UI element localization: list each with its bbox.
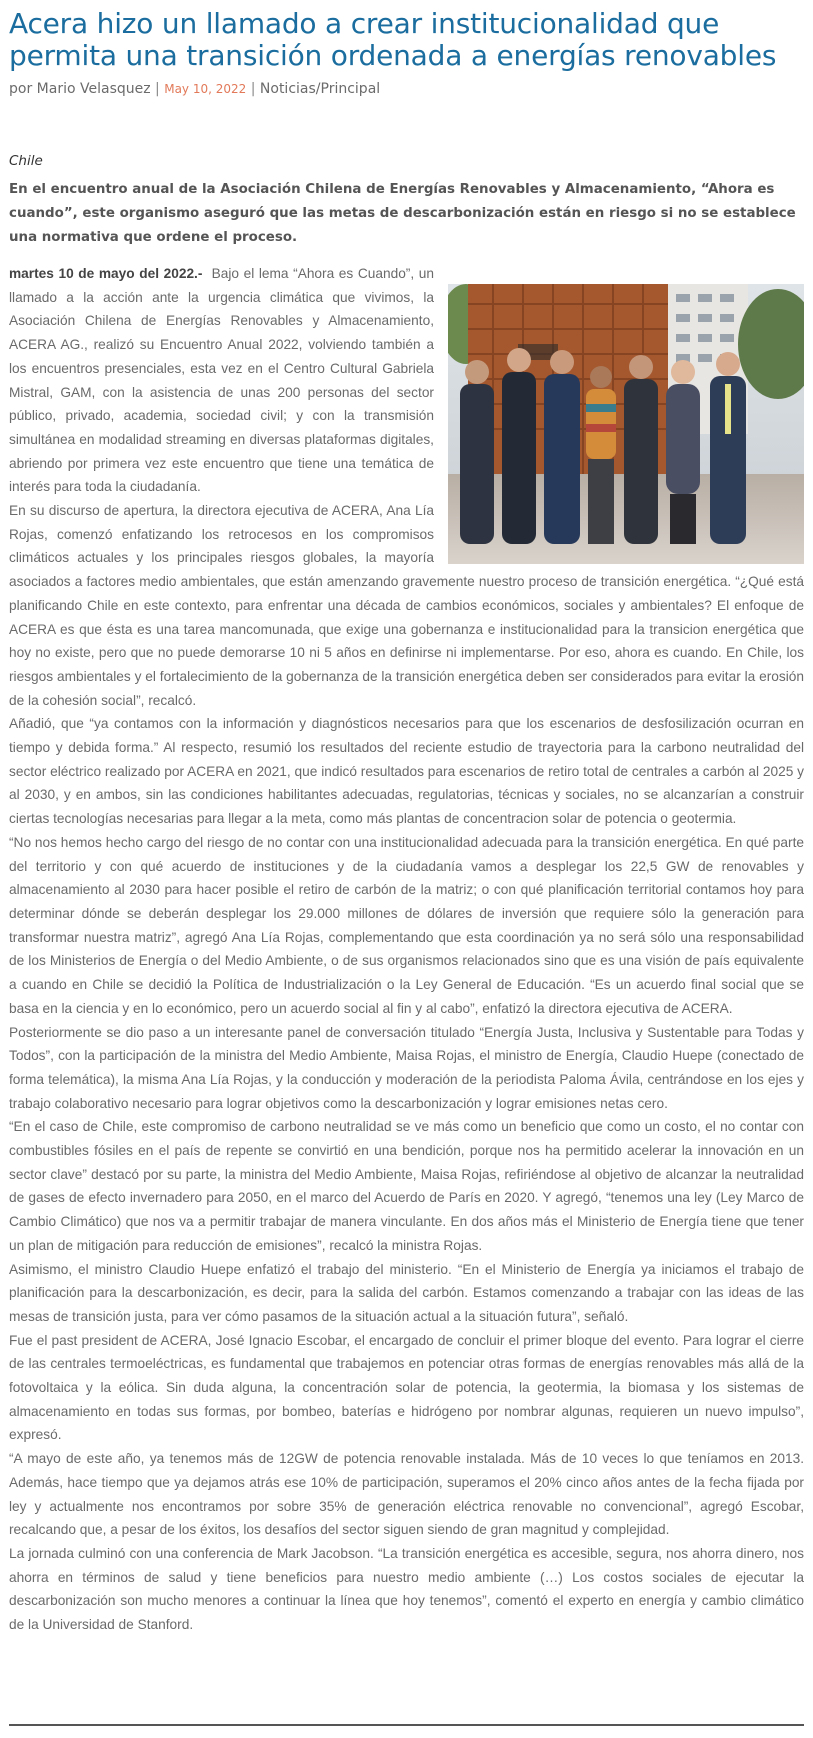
paragraph-5: Posteriormente se dio paso a un interesante panel de conversación titulado “Energía Justa, Inclusiva y Sustentable para Todas y Todos”, con la participación de la ministra del Medio Ambiente, Maisa Rojas, el ministro de Energía, Claudio Huepe (conectado de forma telemática), la misma Ana Lía Rojas, y la conducción y moderación de la periodista Paloma Ávila, centrándose en los ejes y trabajo colaborativo necesario para lograr objetivos como la descarbonización y lograr emisiones netas cero. <box>9 1024 804 1111</box>
byline <box>9 81 380 97</box>
paragraph-10: La jornada culminó con una conferencia de Mark Jacobson. “La transición energética es accesible, segura, nos ahorra dinero, nos ahorra en términos de salud y tiene beneficios para nuestro medio ambiente (…) Los costos sociales de ejecutar la descarbonización son mucho menores a continuar la línea que hoy tenemos”, comentó el experto en energía y cambio climático de la Universidad de Stanford. <box>9 1545 804 1633</box>
article-body <box>9 262 804 1637</box>
post-date: May 10, 2022 <box>164 82 247 96</box>
byline-prefix: por <box>9 81 33 97</box>
paragraph-3: Añadió, que “ya contamos con la información y diagnósticos necesarios para que los escenarios de desfosilización ocurran en tiempo y debida forma.” Al respecto, resumió los resultados del reciente estudio de trayectoria para la carbono neutralidad del sector eléctrico realizado por ACERA en 2021, que indicó resultados para escenarios de retiro total de centrales a carbón al 2025 y al 2030, y en ambos, sin las condiciones habilitantes adecuadas, regulatorias, técnicas y sociales, no se alcanzarían a construir ciertas tecnologías necesarias para llegar a la meta, como más plantas de concentracion solar de potencia o geotermia. <box>9 716 804 827</box>
paragraph-7: Asimismo, el ministro Claudio Huepe enfatizó el trabajo del ministerio. “En el Ministerio de Energía ya iniciamos el trabajo de planificación para la descarbonización, es decir, para la salida del carbón. Estamos comenzando a trabajar con las ideas de las mesas de transición justa, para ver cómo pasamos de la situación actual a la situación futura”, señaló. <box>9 1261 804 1324</box>
divider: | <box>250 81 256 97</box>
paragraph-1-text: Bajo el lema “Ahora es Cuando”, un llamado a la acción ante la urgencia climática que vivimos, la Asociación Chilena de Energías Renovables y Almacenamiento, ACERA AG., realizó su Encuentro Anual 2022, volviendo también a los encuentros presenciales, esta vez en el Centro Cultural Gabriela Mistral, GAM, con la asistencia de unas 200 personas del sector público, privado, academia, sociedad civil; y con la transmisión simultánea en modalidad streaming en diversas plataformas digitales, abriendo por primera vez este encuentro que tiene una temática de interés para toda la ciudadanía. <box>9 266 434 495</box>
paragraph-9: “A mayo de este año, ya tenemos más de 12GW de potencia renovable instalada. Más de 10 veces lo que teníamos en 2013. Además, hace tiempo que ya dejamos atrás ese 10% de participación, superamos el 20% cinco años antes de la fecha fijada por ley y actualmente nos encontramos por sobre 35% de generación eléctrica renovable no convencional”, agregó Escobar, recalcando que, a pesar de los éxitos, los desafíos del sector siguen siendo de gran magnitud y complejidad. <box>9 1451 804 1538</box>
divider: | <box>155 81 160 97</box>
dateline: martes 10 de mayo del 2022.- <box>9 266 203 281</box>
category-link[interactable]: Noticias/Principal <box>259 81 381 97</box>
article-lead: En el encuentro anual de la Asociación Chilena de Energías Renovables y Almacenamiento, “Ahora es cuando”, este organismo aseguró que las metas de descarbonización están en riesgo si no se establece una normativa que ordene el proceso. <box>9 182 796 245</box>
paragraph-8: Fue el past president de ACERA, José Ignacio Escobar, el encargado de concluir el primer bloque del evento. Para lograr el cierre de las centrales termoeléctricas, es fundamental que trabajemos en potenciar otras formas de energías renovables más allá de la fotovoltaica y la eólica. Sin duda alguna, la concentración solar de potencia, la geotermia, la biomasa y los sistemas de almacenamiento en todas sus formas, por bombeo, baterías e hidrógeno por nombrar algunas, requieren un nuevo impulso”, expresó. <box>9 1332 804 1443</box>
paragraph-4: “No nos hemos hecho cargo del riesgo de no contar con una institucionalidad adecuada para la transición energética. En qué parte del territorio y con qué acuerdo de instituciones y de la ciudadanía vamos a desplegar los 22,5 GW de renovables y almacenamiento al 2030 para hacer posible el retiro de carbón de la matriz; o con qué planificación territorial contamos hoy para determinar dónde se deberán desplegar los 29.000 millones de dólares de inversión que requiere sólo la generación para transformar nuestra matriz”, agregó Ana Lía Rojas, complementando que esta coordinación ya no será sólo una responsabilidad de los Ministerios de Energía o del Medio Ambiente, o de sus organismos relacionados sino que es una visión de país equivalente a cuando en Chile se decidió la Política de Industrialización o la Ley General de Educación. “Es un acuerdo final social que se basa en la ciencia y en lo económico, pero un acuerdo social al fin y al cabo”, enfatizó la directora ejecutiva de ACERA. <box>9 834 804 1016</box>
country-label: Chile <box>9 153 43 169</box>
event-photo <box>448 284 804 564</box>
paragraph-6: “En el caso de Chile, este compromiso de carbono neutralidad se ve más como un beneficio que como un costo, el no contar con combustibles fósiles en el país de repente se convirtió en una bendición, porque nos ha permitido acelerar la innovación en un sector clave” destacó por su parte, la ministra del Medio Ambiente, Maisa Rojas, refiriéndose al objetivo de alcanzar la neutralidad de gases de efecto invernadero para 2050, en el marco del Acuerdo de París en 2020. Y agregó, “tenemos una ley (Ley Marco de Cambio Climático) que nos va a permitir trabajar de manera vinculante. En dos años más el Ministerio de Energía tiene que tener un plan de mitigación para reducción de emisiones”, recalcó la ministra Rojas. <box>9 1119 804 1253</box>
article-title: Acera hizo un llamado a crear institucionalidad que permita una transición ordenada a energías renovables <box>9 7 777 72</box>
paragraph-2: En su discurso de apertura, la directora ejecutiva de ACERA, Ana Lía Rojas, comenzó enfatizando los retrocesos en los compromisos climáticos actuales y los principales riesgos globales, la mayoría asociados a factores medio ambientales, que están amenzando gravemente nuestro proceso de transición energética. “¿Qué está planificando Chile en este contexto, para enfrentar una década de cambios económicos, sociales y ambientales? El enfoque de ACERA es que ésta es una tarea mancomunada, que exige una gobernanza e institucionalidad para la transicion energética que hoy no existe, pero que no puede demorarse 10 ni 5 años en definirse ni implementarse. Por eso, ahora es cuando. En Chile, los riesgos ambientales y el fortalecimiento de la gobernanza de la transición energética deben ser considerados para evitar la erosión de la cohesión social”, recalcó. <box>9 503 804 708</box>
author-link[interactable]: Mario Velasquez <box>36 81 151 97</box>
bottom-divider <box>9 1724 804 1726</box>
